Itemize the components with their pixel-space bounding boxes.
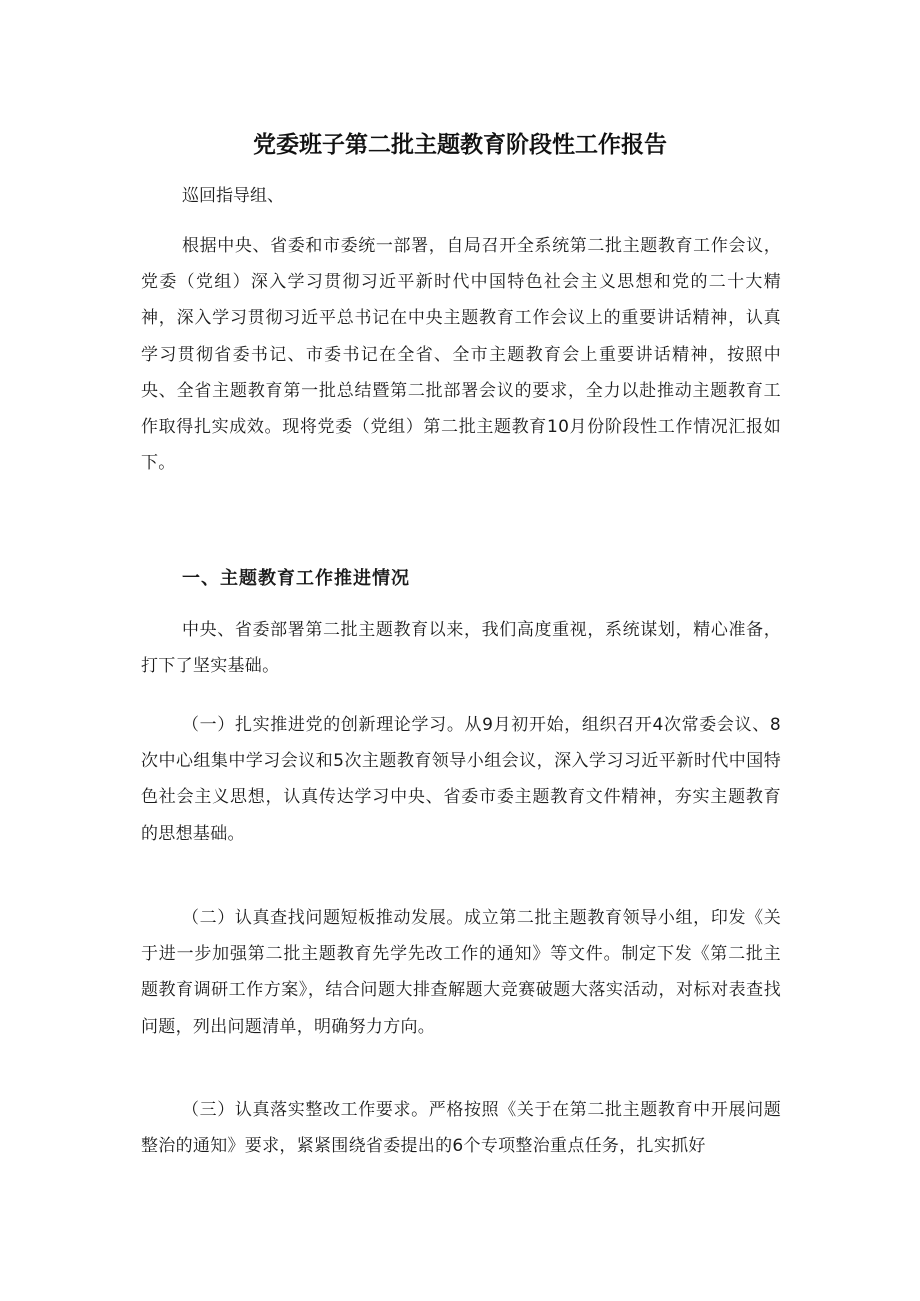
section-heading: 一、主题教育工作推进情况 [182,568,410,589]
document-title: 党委班子第二批主题教育阶段性工作报告 [253,132,667,158]
section-intro-paragraph: 中央、省委部署第二批主题教育以来，我们高度重视，系统谋划，精心准备，打下了坚实基础。 [141,620,781,677]
item-paragraph-3: （三）认真落实整改工作要求。严格按照《关于在第二批主题教育中开展问题整治的通知》要求，紧紧围绕省委提出的6个专项整治重点任务，扎实抓好 [141,1100,781,1157]
salutation: 巡回指导组、 [182,186,284,206]
item-paragraph-1: （一）扎实推进党的创新理论学习。从9月初开始，组织召开4次常委会议、8次中心组集中学习会议和5次主题教育领导小组会议，深入学习习近平新时代中国特色社会主义思想，认真传达学习中央、省委市委主题教育文件精神，夯实主题教育的思想基础。 [141,715,781,844]
item-paragraph-2: （二）认真查找问题短板推动发展。成立第二批主题教育领导小组，印发《关于进一步加强第二批主题教育先学先改工作的通知》等文件。制定下发《第二批主题教育调研工作方案》，结合问题大排查解题大竞赛破题大落实活动，对标对表查找问题，列出问题清单，明确努力方向。 [141,908,781,1037]
intro-paragraph: 根据中央、省委和市委统一部署，自局召开全系统第二批主题教育工作会议，党委（党组）深入学习贯彻习近平新时代中国特色社会主义思想和党的二十大精神，深入学习贯彻习近平总书记在中央主题教育工作会议上的重要讲话精神，认真学习贯彻省委书记、市委书记在全省、全市主题教育会上重要讲话精神，按照中央、全省主题教育第一批总结暨第二批部署会议的要求，全力以赴推动主题教育工作取得扎实成效。现将党委（党组）第二批主题教育10月份阶段性工作情况汇报如下。 [141,236,781,474]
